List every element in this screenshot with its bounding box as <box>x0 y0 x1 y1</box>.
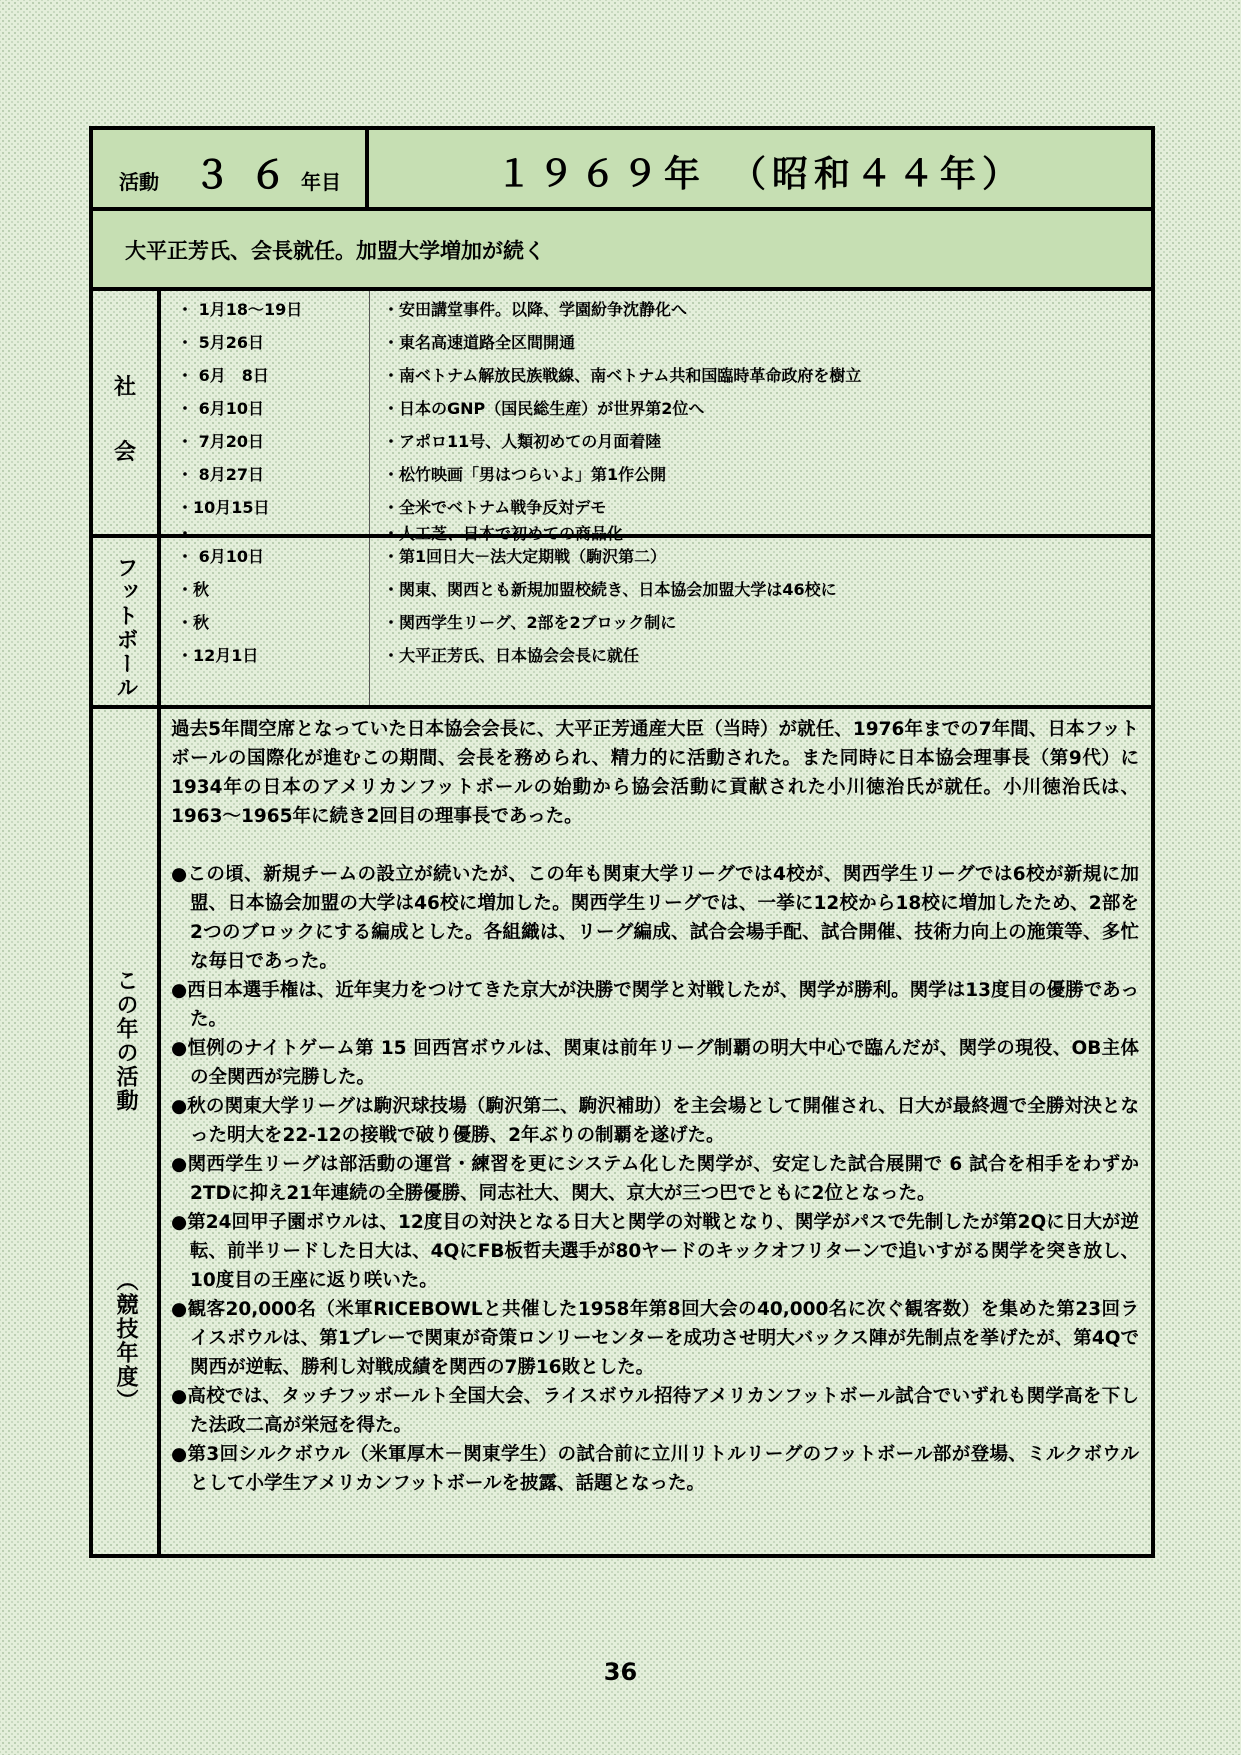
event-date: ・秋 <box>177 580 210 599</box>
event-text: ・南ベトナム解放民族戦線、南ベトナム共和国臨時革命政府を樹立 <box>383 366 862 385</box>
activity-bullet: ●第3回シルクボウル（米軍厚木－関東学生）の試合前に立川リトルリーグのフットボール部が登場、ミルクボウルとして小学生アメリカンフットボールを披露、話題となった。 <box>171 1444 1139 1494</box>
society-event-row <box>93 291 1151 324</box>
subtitle: 大平正芳氏、会長就任。加盟大学増加が続く <box>125 239 545 263</box>
event-date: ・ 8月27日 <box>177 465 264 484</box>
event-text: ・関西学生リーグ、2部を2ブロック制に <box>383 613 677 632</box>
event-text: ・全米でベトナム戦争反対デモ <box>383 498 607 517</box>
activities-sublabel: （競技年度） <box>113 1269 138 1413</box>
event-text: ・人工芝、日本で初めての商品化 <box>383 524 624 543</box>
header-row <box>93 130 1151 211</box>
activity-year-number: ３６ <box>193 153 306 197</box>
event-text: ・松竹映画「男はつらいよ」第1作公開 <box>383 465 667 484</box>
society-event-row <box>93 456 1151 489</box>
society-event-row <box>93 357 1151 390</box>
football-event-row <box>93 637 1151 670</box>
activities-body <box>171 715 1139 1498</box>
event-text: ・東名高速道路全区間開通 <box>383 333 576 352</box>
event-date: ・ <box>177 524 194 543</box>
blank-line <box>171 831 1139 860</box>
activities-intro: 過去5年間空席となっていた日本協会会長に、大平正芳通産大臣（当時）が就任、1976年までの7年間、日本フットボールの国際化が進むこの期間、会長を務められ、精力的に活動された。また同時に日本協会理事長（第9代）に1934年の日本のアメリカンフットボールの始動から協会活動に貢献された小川徳治氏が就任。小川徳治氏は、1963～1965年に続き2回目の理事長であった。 <box>171 719 1139 827</box>
society-event-row <box>93 423 1151 456</box>
society-event-row <box>93 324 1151 357</box>
event-date: ・秋 <box>177 613 210 632</box>
society-label-char-1: 社 <box>113 375 136 400</box>
activities-label: この年の活動 <box>113 969 138 1113</box>
society-label-char-2: 会 <box>113 440 136 465</box>
year-title: １９６９年 （昭和４４年） <box>495 154 1024 195</box>
activity-bullet: ●第24回甲子園ボウルは、12度目の対決となる日大と関学の対戦となり、関学がパスで先制したが第2Qに日大が逆転、前半リードした日大は、4QにFB板哲夫選手が80ヤードのキックオフリターンで追いすがる関学を突き放し、10度目の王座に返り咲いた。 <box>171 1212 1139 1291</box>
event-date: ・12月1日 <box>177 646 259 665</box>
activities-section <box>93 709 1151 1554</box>
page-number: 36 <box>603 1658 638 1686</box>
year-title-cell <box>369 130 1151 207</box>
katsudo-label: 活動 <box>119 170 159 194</box>
football-event-row <box>93 571 1151 604</box>
activity-bullet: ●観客20,000名（米軍RICEBOWLと共催した1958年第8回大会の40,000名に次ぐ観客数）を集めた第23回ライスボウルは、第1プレーで関東が奇策ロンリーセンターを成功させ明大バックス陣が先制点を挙げたが、第4Qで関西が逆転、勝利し対戦成績を関西の7勝16敗とした。 <box>171 1299 1139 1378</box>
activity-year-cell <box>93 130 369 207</box>
event-date: ・ 6月10日 <box>177 399 264 418</box>
event-text: ・大平正芳氏、日本協会会長に就任 <box>383 646 640 665</box>
event-date: ・ 5月26日 <box>177 333 264 352</box>
event-text: ・安田講堂事件。以降、学園紛争沈静化へ <box>383 300 688 319</box>
event-date: ・ 6月10日 <box>177 547 264 566</box>
activity-bullet: ●この頃、新規チームの設立が続いたが、この年も関東大学リーグでは4校が、関西学生リーグでは6校が新規に加盟、日本協会加盟の大学は46校に増加した。関西学生リーグでは、一挙に12校から18校に増加したため、2部を2つのブロックにする編成とした。各組織は、リーグ編成、試合会場手配、試合開催、技術力向上の施策等、多忙な毎日であった。 <box>171 864 1139 972</box>
subtitle-row <box>93 211 1151 291</box>
activity-bullet: ●高校では、タッチフッボールト全国大会、ライスボウル招待アメリカンフットボール試合でいずれも関学高を下した法政二高が栄冠を得た。 <box>171 1386 1139 1436</box>
event-text: ・関東、関西とも新規加盟校続き、日本協会加盟大学は46校に <box>383 580 837 599</box>
activity-bullet: ●関西学生リーグは部活動の運営・練習を更にシステム化した関学が、安定した試合展開で 6 試合を相手をわずか2TDに抑え21年連続の全勝優勝、同志社大、関大、京大が三つ巴でともに2位となった。 <box>171 1154 1139 1204</box>
football-section <box>93 538 1151 709</box>
nenme-label: 年目 <box>301 170 341 194</box>
football-event-row <box>93 604 1151 637</box>
event-text: ・第1回日大－法大定期戦（駒沢第二） <box>383 547 667 566</box>
society-section <box>93 291 1151 543</box>
society-event-row <box>93 390 1151 423</box>
activity-bullet: ●西日本選手権は、近年実力をつけてきた京大が決勝で関学と対戦したが、関学が勝利。関学は13度目の優勝であった。 <box>171 980 1139 1030</box>
year-record-sheet <box>89 126 1155 1558</box>
event-date: ・ 7月20日 <box>177 432 264 451</box>
event-date: ・10月15日 <box>177 498 270 517</box>
event-date: ・ 1月18～19日 <box>177 300 303 319</box>
activity-bullet: ●恒例のナイトゲーム第 15 回西宮ボウルは、関東は前年リーグ制覇の明大中心で臨んだが、関学の現役、OB主体の全関西が完勝した。 <box>171 1038 1139 1088</box>
football-label: フットボール <box>113 556 138 700</box>
football-event-row <box>93 538 1151 571</box>
activity-bullet: ●秋の関東大学リーグは駒沢球技場（駒沢第二、駒沢補助）を主会場として開催され、日大が最終週で全勝対決となった明大を22-12の接戦で破り優勝、2年ぶりの制覇を遂げた。 <box>171 1096 1139 1146</box>
event-text: ・日本のGNP（国民総生産）が世界第2位へ <box>383 399 705 418</box>
event-text: ・アポロ11号、人類初めての月面着陸 <box>383 432 662 451</box>
event-date: ・ 6月 8日 <box>177 366 269 385</box>
activities-label-cell <box>93 709 161 1554</box>
